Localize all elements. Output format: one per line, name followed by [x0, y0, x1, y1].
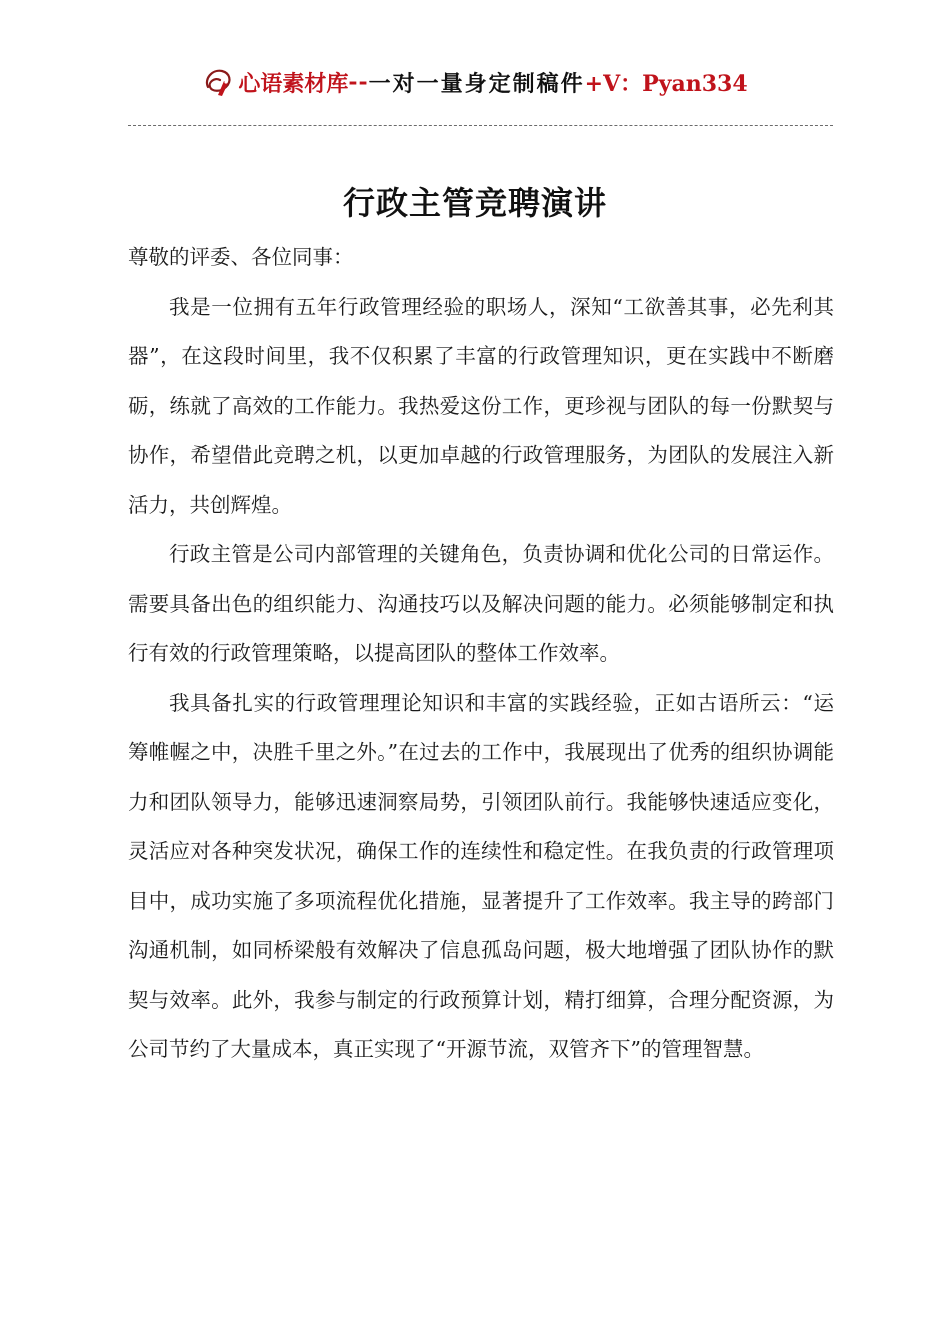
salutation: 尊敬的评委、各位同事：	[128, 245, 354, 269]
page-header	[0, 60, 950, 104]
header-slogan: 一对一量身定制稿件	[368, 70, 585, 97]
header-separator: --	[348, 69, 369, 95]
paragraph-3: 我具备扎实的行政管理理论知识和丰富的实践经验，正如古语所云：“运筹帷幄之中，决胜千里之外。”在过去的工作中，我展现出了优秀的组织协调能力和团队领导力，能够迅速洞察局势，引领团队前行。我能够快速适应变化，灵活应对各种突发状况，确保工作的连续性和稳定性。在我负责的行政管理项目中，成功实施了多项流程优化措施，显著提升了工作效率。我主导的跨部门沟通机制，如同桥梁般有效解决了信息孤岛问题，极大地增强了团队协作的默契与效率。此外，我参与制定的行政预算计划，精打细算，合理分配资源，为公司节约了大量成本，真正实现了“开源节流，双管齐下”的管理智慧。	[128, 690, 834, 1061]
document-title: 行政主管竞聘演讲	[342, 184, 607, 222]
pen-nib-swirl-icon	[202, 65, 236, 99]
paragraph-2: 行政主管是公司内部管理的关键角色，负责协调和优化公司的日常运作。需要具备出色的组织能力、沟通技巧以及解决问题的能力。必须能够制定和执行有效的行政管理策略，以提高团队的整体工作效率。	[128, 542, 834, 665]
document-body	[128, 233, 834, 1075]
brand-name: 心语素材库	[238, 70, 349, 97]
paragraph-1: 我是一位拥有五年行政管理经验的职场人，深知“工欲善其事，必先利其器”，在这段时间里，我不仅积累了丰富的行政管理知识，更在实践中不断磨砺，练就了高效的工作能力。我热爱这份工作，更珍视与团队的每一份默契与协作，希望借此竞聘之机，以更加卓越的行政管理服务，为团队的发展注入新活力，共创辉煌。	[128, 294, 834, 517]
header-contact: +V：Pyan334	[584, 70, 748, 97]
header-divider	[128, 125, 833, 126]
